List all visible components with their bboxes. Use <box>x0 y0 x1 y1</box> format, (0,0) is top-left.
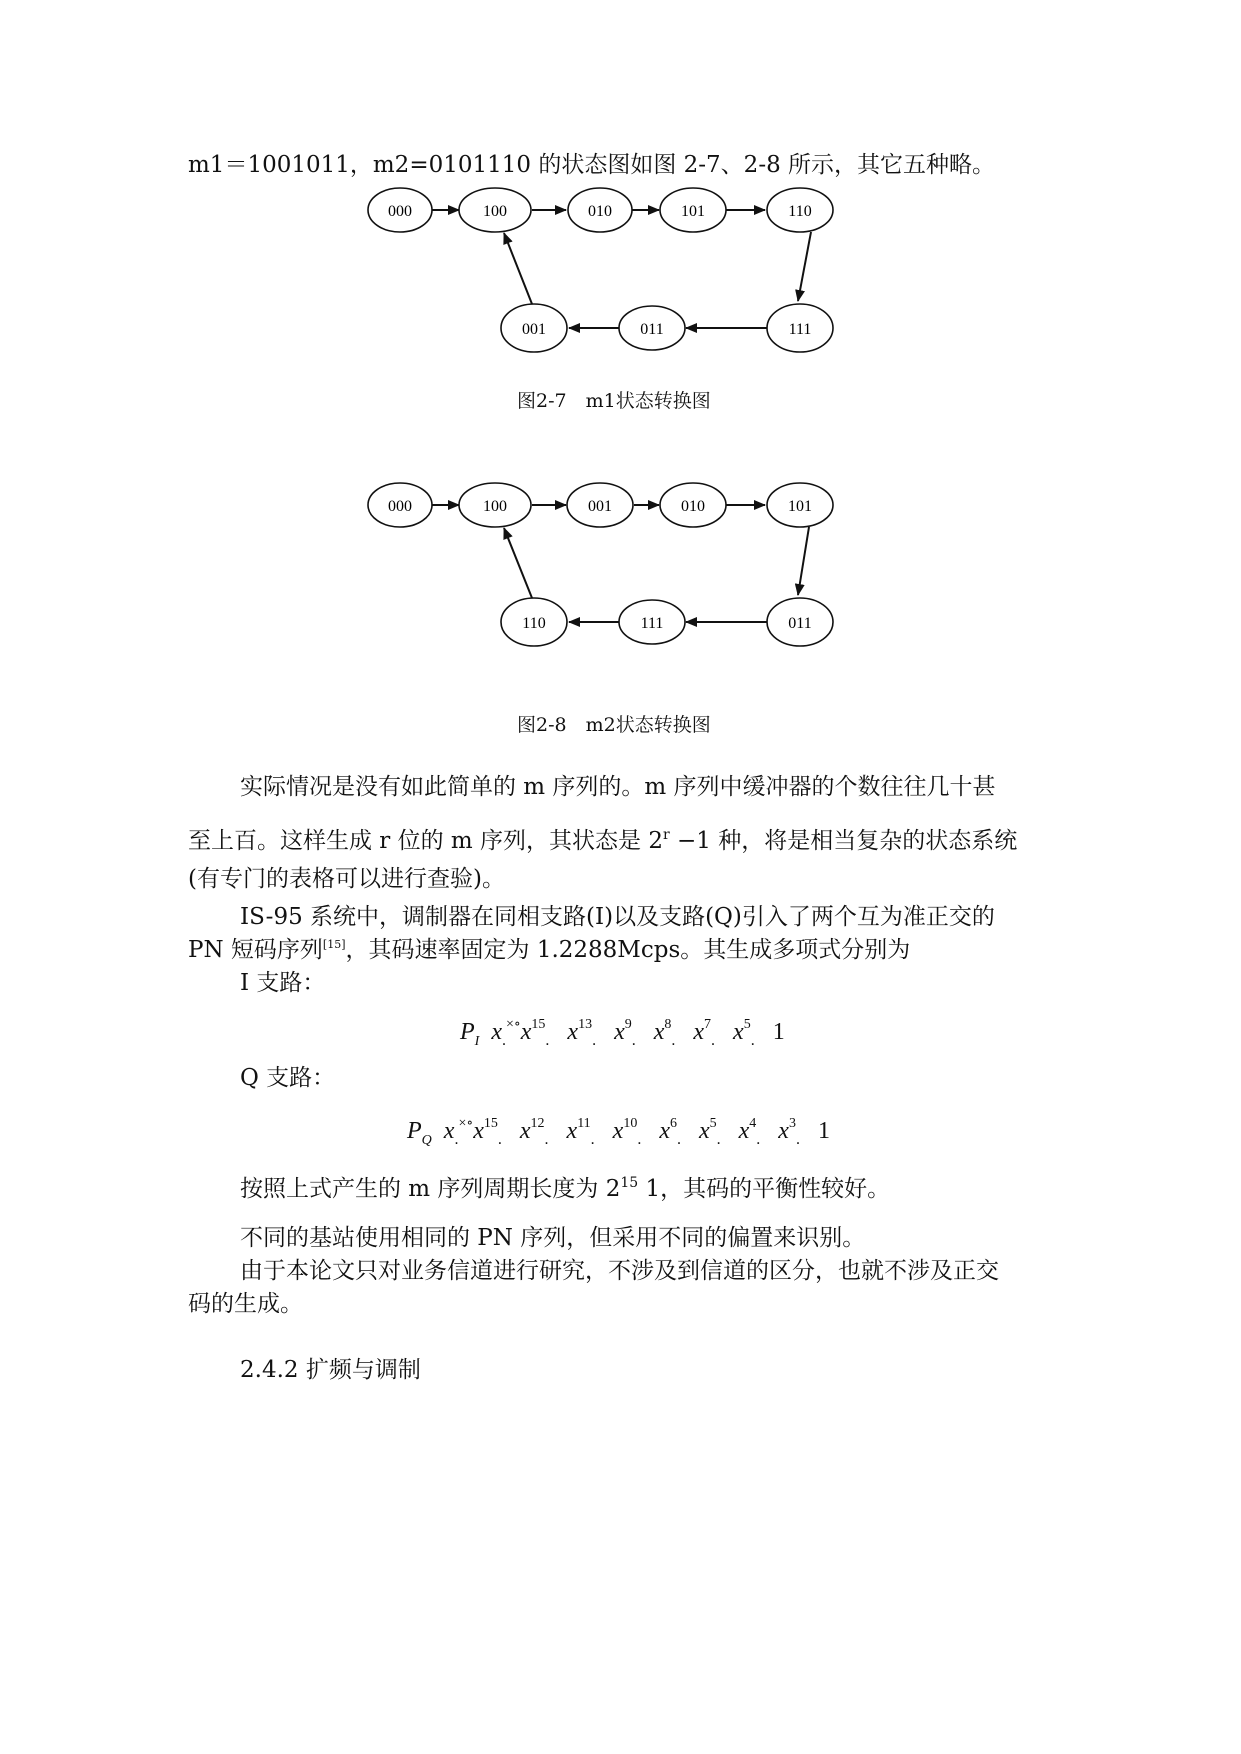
section-heading: 2.4.2 扩频与调制 <box>240 1357 421 1383</box>
state-label: 110 <box>788 203 812 220</box>
state-label: 111 <box>788 321 812 338</box>
state-label: 100 <box>483 498 507 515</box>
state-label: 101 <box>681 203 705 220</box>
para3-line1: 由于本论文只对业务信道进行研究，不涉及到信道的区分，也就不涉及正交 <box>240 1258 999 1284</box>
period-line: 按照上式产生的 m 序列周期长度为 $2^{15}$ 1，其码的平衡性较好。 <box>240 1175 891 1202</box>
state-diagrams <box>0 0 1241 760</box>
para1-line2: 至上百。这样生成 r 位的 m 序列，其状态是 $2^r -1$ 种，将是相当复杂的状态系统 <box>188 827 1018 854</box>
para3-line2: 码的生成。 <box>188 1291 303 1317</box>
state-label: 010 <box>681 498 705 515</box>
para2-line2: PN 短码序列[15]，其码速率固定为 1.2288Mcps。其生成多项式分别为 <box>188 937 911 963</box>
state-label: 001 <box>522 321 546 338</box>
figure-2-7-caption: 图2-7 m1状态转换图 <box>517 390 711 412</box>
state-label: 011 <box>788 615 812 632</box>
state-label: 110 <box>522 615 546 632</box>
figure-2-8-diagram <box>368 483 833 646</box>
formula-q: $P_Q$ $x_.^{\times\circ}x^{15}_.$ $x^{12}_.$ $x^{11}_.$ $x^{10}_.$ $x^6_.$ $x^5_.$ $x^4_.$ $x^3_.$ 1 <box>407 1116 830 1148</box>
intro-text: m1＝1001011，m2=0101110 的状态图如图 2-7、2-8 所示，其它五种略。 <box>188 152 996 178</box>
state-label: 000 <box>388 498 412 515</box>
state-label: 000 <box>388 203 412 220</box>
figure-2-8-caption: 图2-8 m2状态转换图 <box>517 714 711 736</box>
state-label: 001 <box>588 498 612 515</box>
offset-line: 不同的基站使用相同的 PN 序列，但采用不同的偏置来识别。 <box>240 1225 866 1251</box>
state-label: 111 <box>640 615 664 632</box>
formula-i: $P_I$ $x_.^{\times\circ}x^{15}_.$ $x^{13}_.$ $x^9_.$ $x^8_.$ $x^7_.$ $x^5_.$ 1 <box>460 1017 785 1049</box>
i-branch-label: I 支路： <box>240 970 326 996</box>
state-label: 100 <box>483 203 507 220</box>
state-label: 011 <box>640 321 664 338</box>
figure-2-7-diagram <box>368 188 833 352</box>
state-label: 101 <box>788 498 812 515</box>
state-label: 010 <box>588 203 612 220</box>
para1-line3: (有专门的表格可以进行查验)。 <box>188 866 505 892</box>
q-branch-label: Q 支路： <box>240 1065 336 1091</box>
para1-line1: 实际情况是没有如此简单的 m 序列的。m 序列中缓冲器的个数往往几十甚 <box>240 774 996 800</box>
para2-line1: IS-95 系统中，调制器在同相支路(I)以及支路(Q)引入了两个互为准正交的 <box>240 904 995 930</box>
